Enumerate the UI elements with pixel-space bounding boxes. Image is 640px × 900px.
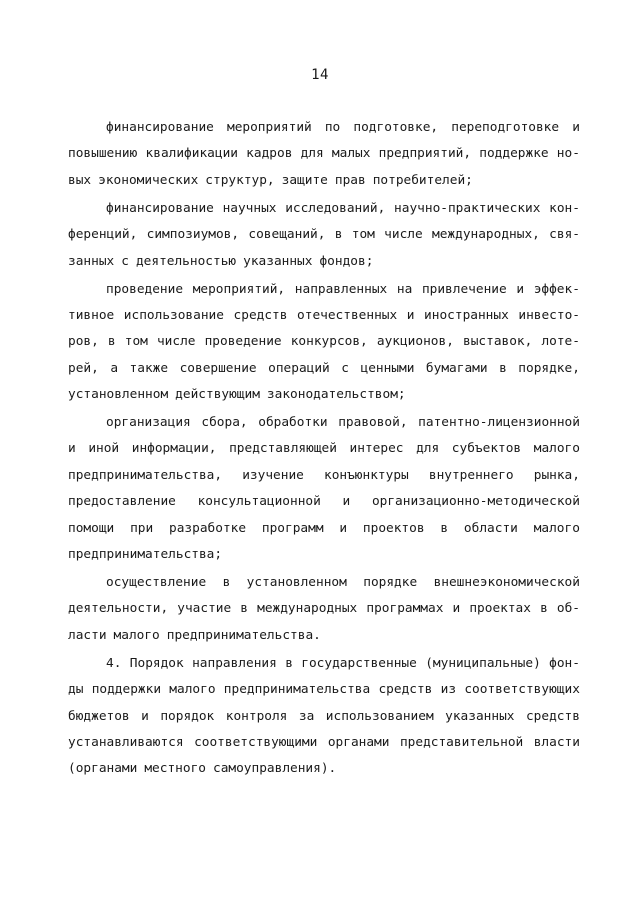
text-line: ласти малого предпринимательства. [68, 627, 321, 643]
text-line: предпринимательства; [68, 547, 223, 563]
text-line: вых экономических структур, защите прав потребителей; [68, 172, 473, 188]
text-line: финансирование научных исследований, научно-практических кон- [106, 200, 580, 216]
paragraph [68, 415, 580, 573]
text-line: ды поддержки малого предпринимательства средств из соответствующих [68, 682, 580, 698]
text-line: устанавливаются соответствующими органами представительной власти [68, 734, 580, 750]
text-line: занных с деятельностью указанных фондов; [68, 253, 374, 269]
text-line: и иной информации, представляющей интерес для субъектов малого [68, 441, 580, 457]
text-line: помощи при разработке программ и проектов в области малого [68, 520, 580, 536]
text-line: (органами местного самоуправления). [68, 761, 337, 777]
text-line: 4. Порядок направления в государственные (муниципальные) фон- [106, 655, 580, 671]
text-line: ров, в том числе проведение конкурсов, аукционов, выставок, лоте- [68, 334, 580, 350]
text-line: деятельности, участие в международных программах и проектах в об- [68, 601, 580, 617]
text-line: рей, а также совершение операций с ценными бумагами в порядке, [68, 360, 580, 376]
text-line: тивное использование средств отечественных и иностранных инвесто- [68, 307, 580, 323]
text-line: финансирование мероприятий по подготовке, переподготовке и [106, 120, 580, 135]
text-line: предоставление консультационной и организационно-методической [68, 494, 580, 510]
text-line: осуществление в установленном порядке внешнеэкономической [106, 575, 580, 591]
text-line: предпринимательства, изучение конъюнктуры внутреннего рынка, [68, 467, 580, 483]
text-line: проведение мероприятий, направленных на привлечение и эффек- [106, 281, 580, 297]
paragraph [68, 282, 580, 414]
text-line: повышению квалификации кадров для малых предприятий, поддержке но- [68, 146, 580, 162]
text-line: установленном действующим законодательством; [68, 387, 406, 403]
paragraph [68, 120, 580, 199]
document-body [68, 120, 580, 788]
paragraph [68, 201, 580, 280]
page-number: 14 [311, 67, 329, 83]
paragraph [68, 575, 580, 654]
text-line: ференций, симпозиумов, совещаний, в том числе международных, свя- [68, 227, 580, 243]
text-line: бюджетов и порядок контроля за использованием указанных средств [68, 708, 580, 724]
paragraph [68, 656, 580, 788]
text-line: организация сбора, обработки правовой, патентно-лицензионной [106, 415, 580, 431]
